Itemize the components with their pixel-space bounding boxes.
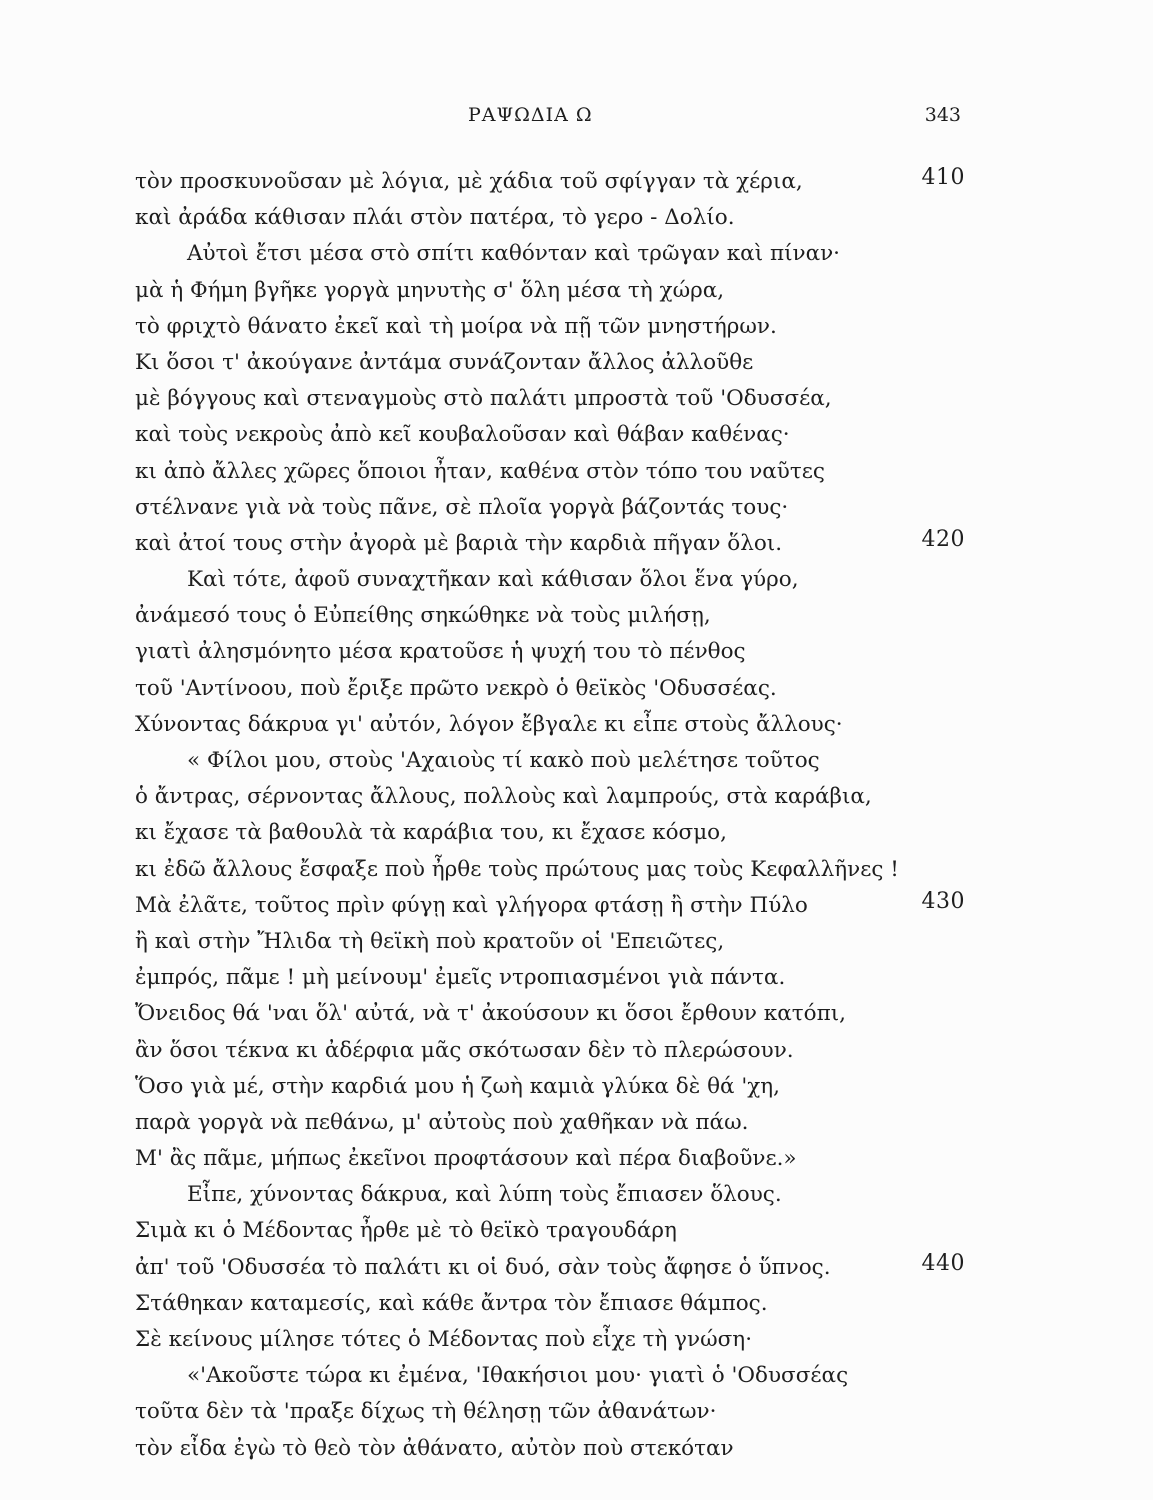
verse-line [135,1105,965,1141]
verse-text: ἀπ' τοῦ 'Οδυσσέα τὸ παλάτι κι οἱ δυό, σὰν τοὺς ἄφησε ὁ ὕπνος. [135,1254,831,1280]
verse-text: τὸ φριχτὸ θάνατο ἐκεῖ καὶ τὴ μοίρα νὰ πῇ τῶν μνηστήρων. [135,313,777,339]
verse-text: μὲ βόγγους καὶ στεναγμοὺς στὸ παλάτι μπροστὰ τοῦ 'Οδυσσέα, [135,386,832,412]
verse-line [135,309,965,345]
verse-line [135,526,965,562]
verse-line [135,1250,965,1286]
verse-line [135,562,965,598]
verse-text: Καὶ τότε, ἀφοῦ συναχτῆκαν καὶ κάθισαν ὅλοι ἕνα γύρο, [187,567,799,593]
verse-text: τὸν εἶδα ἐγὼ τὸ θεὸ τὸν ἀθάνατο, αὐτὸν ποὺ στεκόταν [135,1435,734,1461]
verse-text: κι ἔχασε τὰ βαθουλὰ τὰ καράβια του, κι ἔχασε κόσμο, [135,820,727,846]
verse-text: Αὐτοὶ ἔτσι μέσα στὸ σπίτι καθόνταν καὶ τρῶγαν καὶ πίναν· [187,241,841,267]
page-title: ΡΑΨΩΔΙΑ Ω [468,104,593,126]
verse-line [135,1322,965,1358]
verse-text: Κι ὅσοι τ' ἀκούγανε ἀντάμα συνάζονταν ἄλλος ἀλλοῦθε [135,349,754,375]
verse-line [135,924,965,960]
verse-text: Σὲ κείνους μίλησε τότες ὁ Μέδοντας ποὺ εἶχε τὴ γνώση· [135,1327,753,1352]
verse-line [135,1431,965,1467]
line-number: 420 [921,526,965,552]
verse-text: γιατὶ ἀλησμόνητο μέσα κρατοῦσε ἡ ψυχή του τὸ πένθος [135,639,746,665]
verse-line [135,417,965,453]
verse-block [135,164,965,1467]
verse-text: στέλνανε γιὰ νὰ τοὺς πᾶνε, σὲ πλοῖα γοργὰ βάζοντάς τους· [135,494,789,520]
verse-text: Σιμὰ κι ὁ Μέδοντας ἦρθε μὲ τὸ θεϊκὸ τραγουδάρη [135,1218,677,1244]
verse-line [135,1358,965,1394]
verse-line [135,888,965,924]
verse-text: κι ἀπὸ ἄλλες χῶρες ὅποιοι ἦταν, καθένα στὸν τόπο του ναῦτες [135,458,825,484]
verse-text: παρὰ γοργὰ νὰ πεθάνω, μ' αὐτοὺς ποὺ χαθῆκαν νὰ πάω. [135,1109,749,1135]
verse-text: τοῦ 'Αντίνοου, ποὺ ἔριξε πρῶτο νεκρὸ ὁ θεϊκὸς 'Οδυσσέας. [135,675,777,701]
verse-text: καὶ ἀτοί τους στὴν ἀγορὰ μὲ βαριὰ τὴν καρδιὰ πῆγαν ὅλοι. [135,530,783,556]
verse-line [135,454,965,490]
verse-text: τοῦτα δὲν τὰ 'πραξε δίχως τὴ θέλησῃ τῶν ἀθανάτων· [135,1399,717,1425]
verse-line [135,1177,965,1213]
verse-line [135,707,965,743]
verse-line [135,1286,965,1322]
verse-line [135,1069,965,1105]
verse-text: κι ἐδῶ ἄλλους ἔσφαξε ποὺ ἦρθε τοὺς πρώτους μας τοὺς Κεφαλλῆνες ! [135,856,899,882]
verse-line [135,815,965,851]
verse-line [135,164,965,200]
verse-line [135,960,965,996]
verse-text: «'Ακοῦστε τώρα κι ἐμένα, 'Ιθακήσιοι μου· γιατὶ ὁ 'Οδυσσέας [187,1363,849,1389]
verse-line [135,200,965,236]
verse-line [135,1213,965,1249]
line-number: 430 [921,888,965,914]
verse-line [135,598,965,634]
verse-text: ἀνάμεσό τους ὁ Εὐπείθης σηκώθηκε νὰ τοὺς μιλήσῃ, [135,603,711,629]
verse-text: Ὄνειδος θά 'ναι ὅλ' αὐτά, νὰ τ' ἀκούσουν κι ὅσοι ἔρθουν κατόπι, [135,1001,846,1027]
line-number: 410 [921,165,965,190]
verse-text: Εἶπε, χύνοντας δάκρυα, καὶ λύπη τοὺς ἔπιασεν ὅλους. [187,1182,782,1208]
verse-line [135,490,965,526]
verse-text: Στάθηκαν καταμεσίς, καὶ κάθε ἄντρα τὸν ἔπιασε θάμπος. [135,1290,768,1316]
verse-line [135,1141,965,1177]
verse-line [135,1033,965,1069]
verse-text: Μὰ ἐλᾶτε, τοῦτος πρὶν φύγῃ καὶ γλήγορα φτάσῃ ἢ στὴν Πύλο [135,892,808,918]
page-number: 343 [924,104,961,126]
verse-text: καὶ τοὺς νεκροὺς ἀπὸ κεῖ κουβαλοῦσαν καὶ θάβαν καθένας· [135,422,790,448]
line-number: 440 [921,1250,965,1276]
verse-line [135,743,965,779]
running-head [0,100,1153,130]
verse-line [135,381,965,417]
verse-text: καὶ ἀράδα κάθισαν πλάι στὸν πατέρα, τὸ γερο - Δολίο. [135,205,735,231]
verse-text: ἐμπρός, πᾶμε ! μὴ μείνουμ' ἐμεῖς ντροπιασμένοι γιὰ πάντα. [135,965,786,991]
verse-line [135,1394,965,1430]
verse-line [135,779,965,815]
verse-line [135,852,965,888]
verse-text: ἢ καὶ στὴν Ἤλιδα τὴ θεϊκὴ ποὺ κρατοῦν οἱ 'Επειῶτες, [135,928,725,954]
verse-text: « Φίλοι μου, στοὺς 'Αχαιοὺς τί κακὸ ποὺ μελέτησε τοῦτος [187,748,820,773]
verse-line [135,996,965,1032]
verse-text: μὰ ἡ Φήμη βγῆκε γοργὰ μηνυτὴς σ' ὅλη μέσα τὴ χώρα, [135,277,725,303]
verse-text: ἂν ὅσοι τέκνα κι ἀδέρφια μᾶς σκότωσαν δὲν τὸ πλερώσουν. [135,1037,794,1063]
verse-line [135,634,965,670]
verse-text: τὸν προσκυνοῦσαν μὲ λόγια, μὲ χάδια τοῦ σφίγγαν τὰ χέρια, [135,169,803,194]
verse-text: Χύνοντας δάκρυα γι' αὐτόν, λόγον ἔβγαλε κι εἶπε στοὺς ἄλλους· [135,711,843,737]
verse-line [135,345,965,381]
verse-line [135,273,965,309]
verse-text: Μ' ἂς πᾶμε, μήπως ἐκεῖνοι προφτάσουν καὶ πέρα διαβοῦνε.» [135,1146,797,1172]
verse-line [135,671,965,707]
verse-text: Ὅσο γιὰ μέ, στὴν καρδιά μου ἡ ζωὴ καμιὰ γλύκα δὲ θά 'χη, [135,1073,781,1099]
verse-text: ὁ ἄντρας, σέρνοντας ἄλλους, πολλοὺς καὶ λαμπρούς, στὰ καράβια, [135,784,872,810]
verse-line [135,236,965,272]
